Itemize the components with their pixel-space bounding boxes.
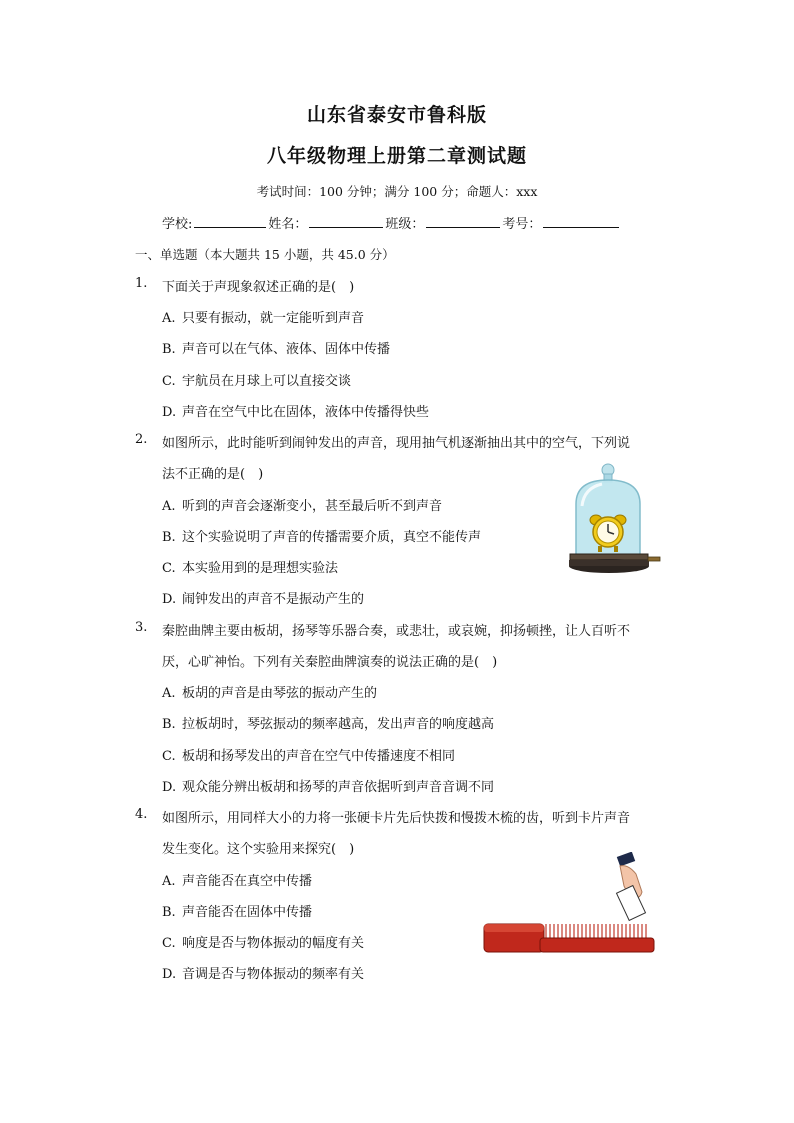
option-c[interactable] bbox=[162, 745, 455, 764]
option-d[interactable] bbox=[162, 776, 494, 795]
school-label: 学校: bbox=[162, 217, 193, 232]
bell-jar-alarm-clock-image bbox=[568, 462, 664, 578]
question-stem-line-2: 厌，心旷神怡。下列有关秦腔曲牌演奏的说法正确的是( ) bbox=[162, 655, 498, 670]
option-text: 这个实验说明了声音的传播需要介质，真空不能传声 bbox=[182, 530, 482, 545]
question-stem-line-1: 如图所示，此时能听到闹钟发出的声音，现用抽气机逐渐抽出其中的空气，下列说 bbox=[162, 436, 631, 451]
option-text: 声音可以在气体、液体、固体中传播 bbox=[182, 342, 391, 357]
option-c[interactable] bbox=[162, 932, 364, 951]
option-label: B. bbox=[162, 717, 176, 732]
option-text: 听到的声音会逐渐变小，甚至最后听不到声音 bbox=[182, 499, 443, 514]
option-b[interactable] bbox=[162, 526, 481, 545]
exam-no-blank[interactable] bbox=[543, 215, 619, 228]
option-label: C. bbox=[162, 561, 176, 576]
exam-meta: 考试时间：100 分钟；满分 100 分；命题人：xxx bbox=[256, 184, 538, 199]
comb-and-card-image bbox=[480, 852, 660, 956]
option-text: 声音能否在真空中传播 bbox=[182, 874, 313, 889]
option-d[interactable] bbox=[162, 401, 429, 420]
option-text: 板胡和扬琴发出的声音在空气中传播速度不相同 bbox=[182, 749, 456, 764]
option-label: A. bbox=[162, 499, 176, 514]
option-c[interactable] bbox=[162, 557, 338, 576]
option-d[interactable] bbox=[162, 963, 364, 982]
option-label: C. bbox=[162, 374, 176, 389]
exam-subtitle: 八年级物理上册第二章测试题 bbox=[266, 145, 527, 167]
section-header: 一、单选题（本大题共 15 小题，共 45.0 分） bbox=[135, 247, 395, 262]
option-label: C. bbox=[162, 749, 176, 764]
option-b[interactable] bbox=[162, 713, 494, 732]
option-label: B. bbox=[162, 530, 176, 545]
exam-no-label: 考号： bbox=[502, 217, 542, 232]
question-number: 1. bbox=[135, 276, 148, 291]
class-blank[interactable] bbox=[426, 215, 500, 228]
option-text: 只要有振动，就一定能听到声音 bbox=[182, 311, 365, 326]
option-text: 闹钟发出的声音不是振动产生的 bbox=[182, 592, 365, 607]
option-text: 本实验用到的是理想实验法 bbox=[182, 561, 339, 576]
option-label: D. bbox=[162, 780, 177, 795]
option-label: B. bbox=[162, 905, 176, 920]
name-blank[interactable] bbox=[309, 215, 383, 228]
option-label: D. bbox=[162, 405, 177, 420]
question-stem-line-2: 法不正确的是( ) bbox=[162, 467, 264, 482]
option-label: D. bbox=[162, 592, 177, 607]
option-label: A. bbox=[162, 686, 176, 701]
option-text: 声音在空气中比在固体，液体中传播得快些 bbox=[182, 405, 430, 420]
question-stem-line-1: 如图所示，用同样大小的力将一张硬卡片先后快拨和慢拨木梳的齿，听到卡片声音 bbox=[162, 811, 631, 826]
option-label: B. bbox=[162, 342, 176, 357]
option-label: A. bbox=[162, 874, 176, 889]
option-label: A. bbox=[162, 311, 176, 326]
name-label: 姓名： bbox=[268, 217, 308, 232]
option-text: 声音能否在固体中传播 bbox=[182, 905, 313, 920]
class-label: 班级： bbox=[385, 217, 425, 232]
option-d[interactable] bbox=[162, 588, 364, 607]
option-text: 宇航员在月球上可以直接交谈 bbox=[182, 374, 352, 389]
option-label: C. bbox=[162, 936, 176, 951]
question-number: 3. bbox=[135, 620, 148, 635]
option-text: 观众能分辨出板胡和扬琴的声音依据听到声音音调不同 bbox=[182, 780, 495, 795]
question-stem-line-1: 秦腔曲牌主要由板胡，扬琴等乐器合奏，或悲壮，或哀婉，抑扬顿挫，让人百听不 bbox=[162, 624, 631, 639]
option-b[interactable] bbox=[162, 338, 390, 357]
student-info-fields bbox=[162, 213, 621, 232]
question-stem-line-2: 发生变化。这个实验用来探究( ) bbox=[162, 842, 355, 857]
exam-title: 山东省泰安市鲁科版 bbox=[306, 104, 487, 126]
option-text: 拉板胡时，琴弦振动的频率越高，发出声音的响度越高 bbox=[182, 717, 495, 732]
question-number: 4. bbox=[135, 807, 148, 822]
school-blank[interactable] bbox=[194, 215, 266, 228]
option-text: 响度是否与物体振动的幅度有关 bbox=[182, 936, 365, 951]
option-a[interactable] bbox=[162, 870, 312, 889]
option-a[interactable] bbox=[162, 682, 377, 701]
question-stem: 下面关于声现象叙述正确的是( ) bbox=[162, 280, 355, 295]
option-label: D. bbox=[162, 967, 177, 982]
option-text: 板胡的声音是由琴弦的振动产生的 bbox=[182, 686, 378, 701]
option-a[interactable] bbox=[162, 307, 364, 326]
option-b[interactable] bbox=[162, 901, 312, 920]
option-c[interactable] bbox=[162, 370, 351, 389]
option-text: 音调是否与物体振动的频率有关 bbox=[182, 967, 365, 982]
question-number: 2. bbox=[135, 432, 148, 447]
option-a[interactable] bbox=[162, 495, 442, 514]
